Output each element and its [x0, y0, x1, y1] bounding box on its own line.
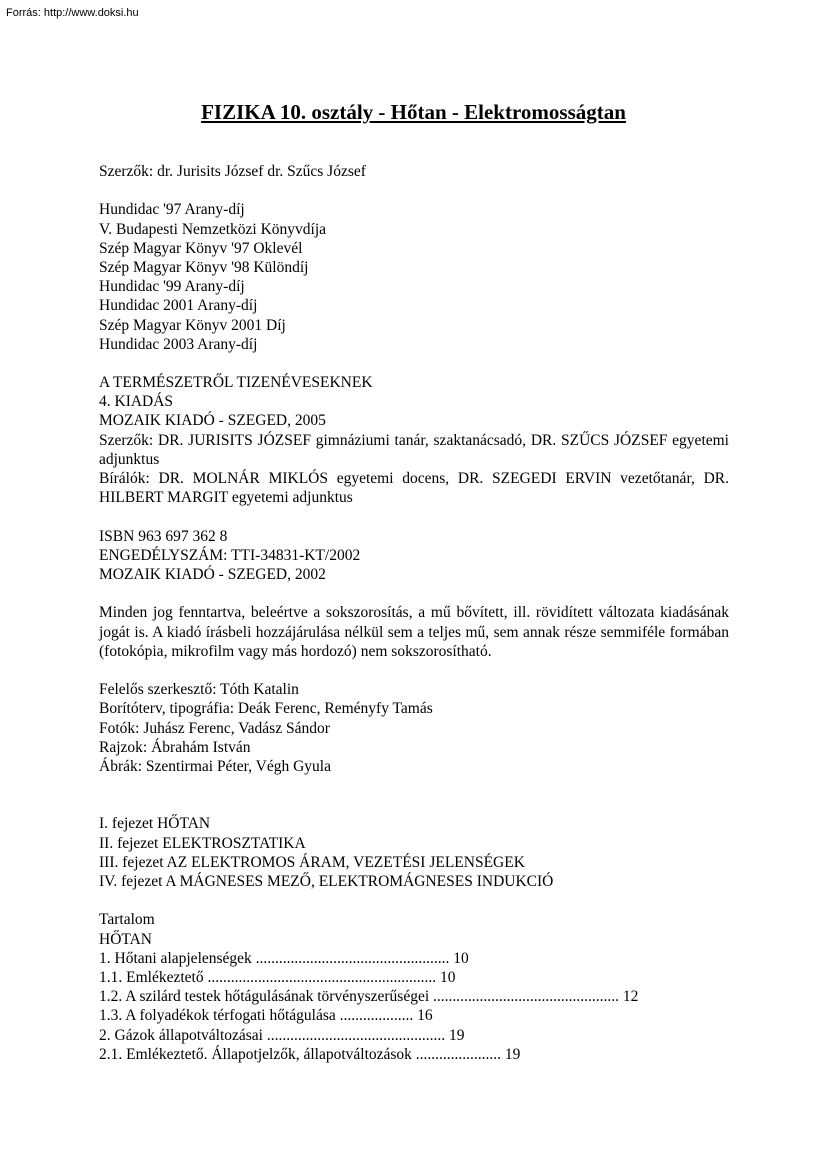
chapter-item: IV. fejezet A MÁGNESES MEZŐ, ELEKTROMÁGNESES INDUKCIÓ	[99, 873, 554, 891]
credit-item: Felelős szerkesztő: Tóth Katalin	[99, 681, 299, 699]
credit-item: Rajzok: Ábrahám István	[99, 738, 251, 756]
award-item: Szép Magyar Könyv '97 Oklevél	[99, 239, 303, 257]
chapter-item: III. fejezet AZ ELEKTROMOS ÁRAM, VEZETÉSI JELENSÉGEK	[99, 853, 525, 871]
table-of-contents	[99, 949, 729, 1064]
isbn: ISBN 963 697 362 8	[99, 527, 228, 545]
spacer	[99, 181, 729, 200]
permit-number: ENGEDÉLYSZÁM: TTI-34831-KT/2002	[99, 546, 361, 564]
publisher-2002: MOZAIK KIADÓ - SZEGED, 2002	[99, 566, 326, 583]
spacer	[99, 584, 729, 603]
awards-list	[99, 200, 729, 354]
chapter-item: II. fejezet ELEKTROSZTATIKA	[99, 834, 306, 852]
award-item: Hundidac '99 Arany-díj	[99, 278, 245, 296]
page-title: FIZIKA 10. osztály - Hőtan - Elektromosságtan	[201, 100, 626, 124]
spacer	[99, 776, 729, 795]
credit-item: Ábrák: Szentirmai Péter, Végh Gyula	[99, 757, 331, 775]
award-item: Szép Magyar Könyv 2001 Díj	[99, 316, 286, 334]
toc-entry: 1.2. A szilárd testek hőtágulásának törvényszerűségei ................................................ 12	[99, 988, 639, 1006]
credit-item: Fotók: Juhász Ferenc, Vadász Sándor	[99, 719, 330, 737]
award-item: Hundidac 2003 Arany-díj	[99, 335, 258, 353]
publisher-2005: MOZAIK KIADÓ - SZEGED, 2005	[99, 412, 326, 430]
toc-section-heading: HŐTAN	[99, 930, 153, 948]
credit-item: Borítóterv, tipográfia: Deák Ferenc, Reményfy Tamás	[99, 700, 433, 718]
document-body	[99, 162, 729, 1064]
spacer	[99, 507, 729, 526]
source-note: Forrás: http://www.doksi.hu	[6, 7, 139, 19]
authors-full: Szerzők: DR. JURISITS JÓZSEF gimnáziumi tanár, szaktanácsadó, DR. SZŰCS JÓZSEF egyetemi adjunktus	[99, 431, 729, 468]
reviewers: Bírálók: DR. MOLNÁR MIKLÓS egyetemi docens, DR. SZEGEDI ERVIN vezetőtanár, DR. HILBERT MARGIT egyetemi adjunktus	[99, 470, 729, 507]
spacer	[99, 891, 729, 910]
spacer	[99, 354, 729, 373]
series-name: A TERMÉSZETRŐL TIZENÉVESEKNEK	[99, 374, 373, 392]
authors-line: Szerzők: dr. Jurisits József dr. Szűcs József	[99, 163, 366, 180]
award-item: Hundidac '97 Arany-díj	[99, 201, 245, 219]
chapters-list	[99, 814, 729, 891]
award-item: V. Budapesti Nemzetközi Könyvdíja	[99, 220, 327, 238]
edition: 4. KIADÁS	[99, 393, 174, 411]
credits-list	[99, 680, 729, 776]
chapter-item: I. fejezet HŐTAN	[99, 815, 211, 833]
toc-heading: Tartalom	[99, 911, 155, 929]
toc-entry: 1.1. Emlékeztető ........................................................... 10	[99, 968, 456, 986]
toc-entry: 2.1. Emlékeztető. Állapotjelzők, állapotváltozások ...................... 19	[99, 1045, 521, 1063]
award-item: Hundidac 2001 Arany-díj	[99, 297, 258, 315]
toc-entry: 1.3. A folyadékok térfogati hőtágulása ................... 16	[99, 1007, 433, 1025]
award-item: Szép Magyar Könyv '98 Különdíj	[99, 258, 309, 276]
toc-entry: 1. Hőtani alapjelenségek .................................................. 10	[99, 949, 469, 967]
toc-entry: 2. Gázok állapotváltozásai .............................................. 19	[99, 1026, 465, 1044]
spacer	[99, 795, 729, 814]
copyright-notice: Minden jog fenntartva, beleértve a sokszorosítás, a mű bővített, ill. rövidített változata kiadásának jogát is. A kiadó írásbeli hozzájárulása nélkül sem a teljes mű, sem annak része semmiféle formában (fotokópia, mikrofilm vagy más hordozó) nem sokszorosítható.	[99, 604, 729, 660]
spacer	[99, 661, 729, 680]
